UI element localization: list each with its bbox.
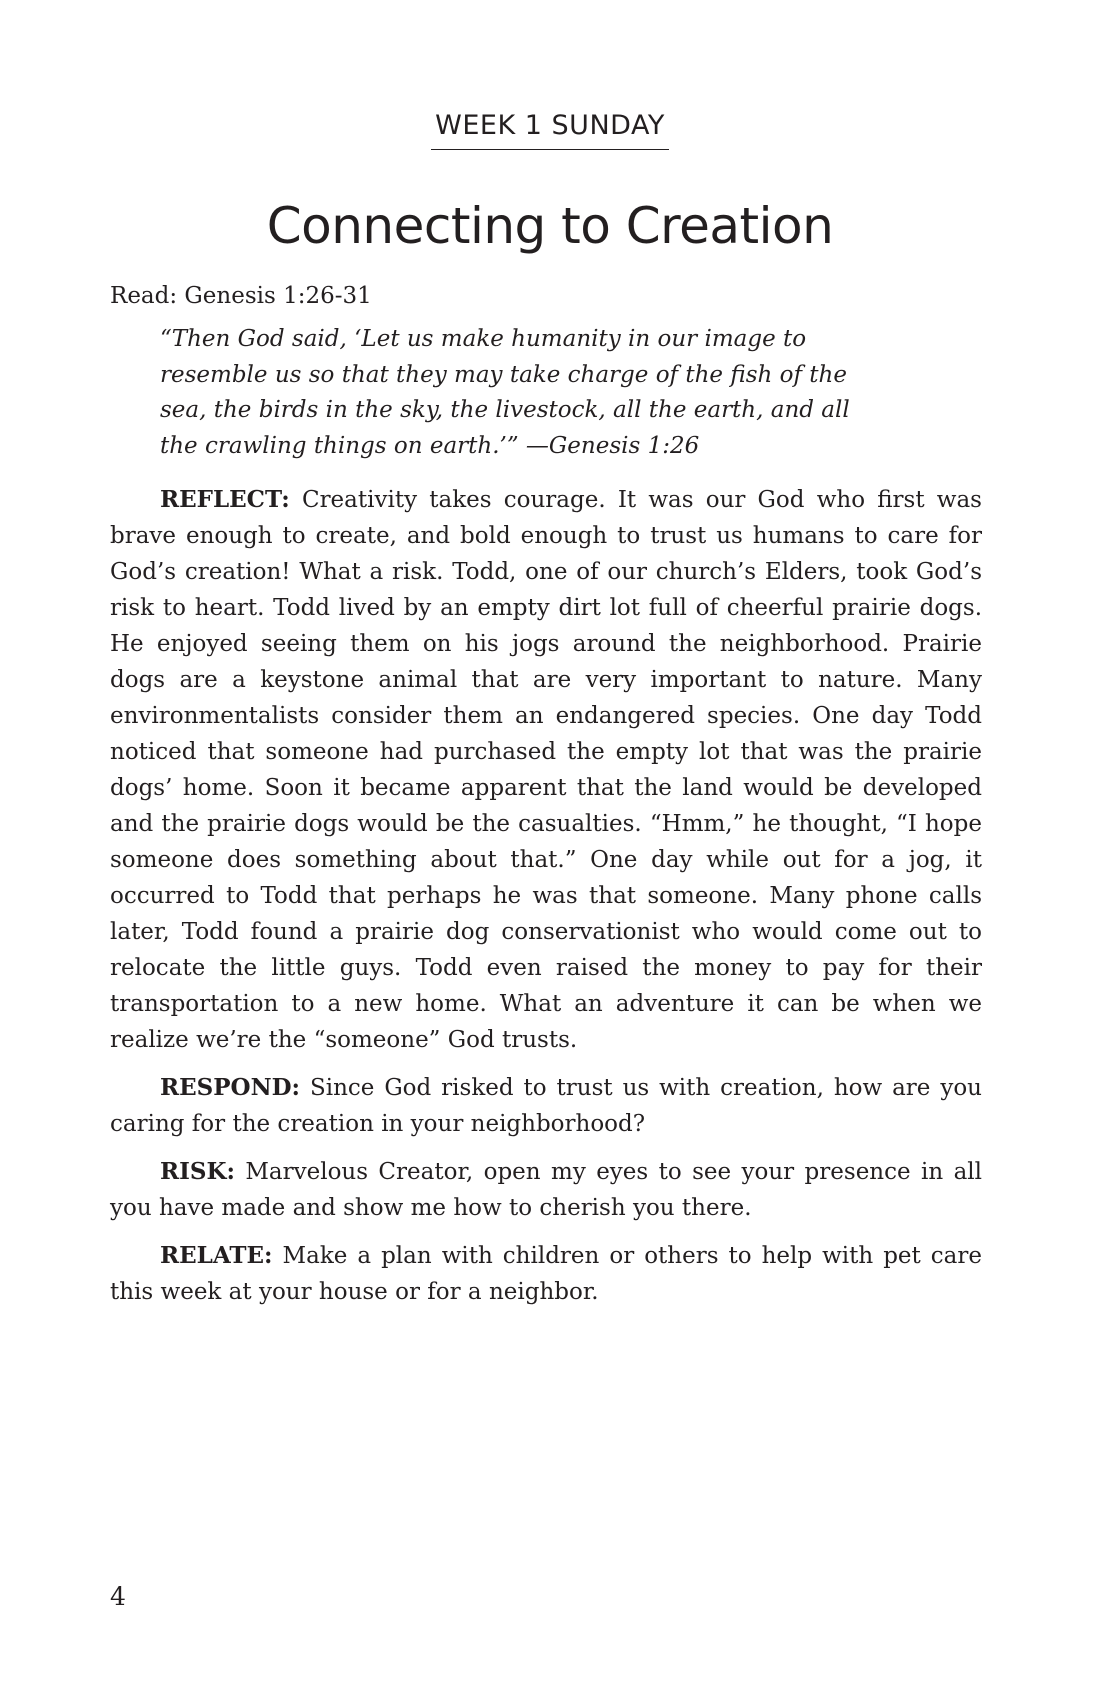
respond-paragraph xyxy=(110,1070,982,1142)
reflect-label: REFLECT: xyxy=(160,486,290,513)
risk-paragraph xyxy=(110,1154,982,1226)
respond-text: Since God risked to trust us with creation, how are you caring for the creation in your neighborhood? xyxy=(110,1075,982,1137)
header xyxy=(0,108,1100,150)
relate-text: Make a plan with children or others to help with pet care this week at your house or for a neighbor. xyxy=(110,1243,982,1305)
relate-paragraph xyxy=(110,1238,982,1310)
reflect-text: Creativity takes courage. It was our God who first was brave enough to create, and bold enough to trust us humans to care for God’s creation! What a risk. Todd, one of our church’s Elders, took God’s risk to heart. Todd lived by an empty dirt lot full of cheerful prairie dogs. He enjoyed seeing them on his jogs around the neighborhood. Prairie dogs are a keystone animal that are very important to nature. Many environmentalists consider them an endangered species. One day Todd noticed that someone had purchased the empty lot that was the prairie dogs’ home. Soon it became apparent that the land would be developed and the prairie dogs would be the casualties. “Hmm,” he thought, “I hope someone does something about that.” One day while out for a jog, it occurred to Todd that perhaps he was that someone. Many phone calls later, Todd found a prairie dog conservationist who would come out to relocate the little guys. Todd even raised the money to pay for their transportation to a new home. What an adventure it can be when we realize we’re the “someone” God trusts. xyxy=(110,487,982,1053)
week-label: WEEK 1 SUNDAY xyxy=(431,108,669,150)
risk-label: RISK: xyxy=(160,1158,235,1185)
page-title: Connecting to Creation xyxy=(266,197,834,255)
page-number: 4 xyxy=(110,1582,126,1611)
risk-text: Marvelous Creator, open my eyes to see your presence in all you have made and show me how to cherish you there. xyxy=(110,1159,982,1221)
reflect-paragraph xyxy=(110,482,982,1058)
scripture-quote: “Then God said, ‘Let us make humanity in our image to resemble us so that they may take charge of the fish of the sea, the birds in the sky, the livestock, all the earth, and all the crawling things on earth.’” —Genesis 1:26 xyxy=(160,326,850,459)
respond-label: RESPOND: xyxy=(160,1074,301,1101)
read-line: Read: Genesis 1:26-31 xyxy=(110,283,372,309)
body-text xyxy=(110,278,982,1322)
relate-label: RELATE: xyxy=(160,1242,273,1269)
